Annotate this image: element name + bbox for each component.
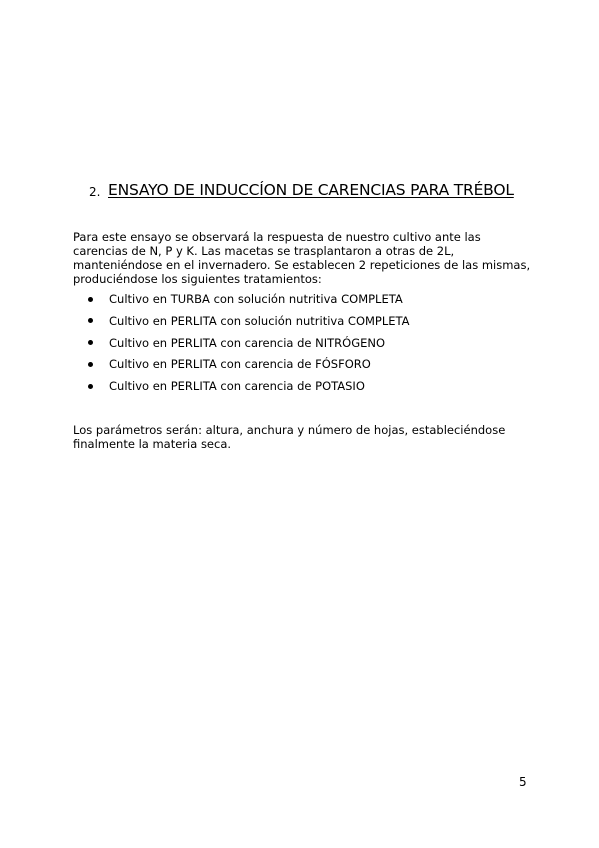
list-item — [88, 379, 410, 401]
list-item-text: Cultivo en PERLITA con carencia de POTASIO — [109, 379, 365, 394]
section-title: ENSAYO DE INDUCCÍON DE CARENCIAS PARA TRÉBOL — [108, 181, 514, 199]
page-number: 5 — [519, 775, 527, 789]
section-heading — [89, 180, 518, 201]
list-item — [88, 292, 410, 314]
list-item-text: Cultivo en PERLITA con solución nutritiva COMPLETA — [109, 313, 410, 328]
bullet-icon — [88, 384, 93, 389]
list-item — [88, 314, 410, 336]
treatments-list — [88, 292, 410, 401]
list-item — [88, 357, 410, 379]
section-number: 2. — [89, 185, 101, 199]
list-item-text: Cultivo en PERLITA con carencia de NITRÓGENO — [109, 335, 386, 350]
intro-paragraph: Para este ensayo se observará la respuesta de nuestro cultivo ante las carencias de N, P y K. Las macetas se trasplantaron a otras de 2L, manteniéndose en el invernadero. Se establecen 2 repeticiones de las mismas, produciéndose los siguientes tratamientos: — [73, 230, 531, 286]
bullet-icon — [88, 362, 93, 367]
list-item — [88, 336, 410, 358]
list-item-text: Cultivo en TURBA con solución nutritiva COMPLETA — [109, 292, 403, 306]
bullet-icon — [88, 318, 93, 323]
list-item-text: Cultivo en PERLITA con carencia de FÓSFORO — [109, 357, 371, 372]
bullet-icon — [88, 297, 93, 302]
parameters-paragraph: Los parámetros serán: altura, anchura y número de hojas, estableciéndose finalmente la materia seca. — [73, 423, 506, 451]
bullet-icon — [88, 340, 93, 345]
